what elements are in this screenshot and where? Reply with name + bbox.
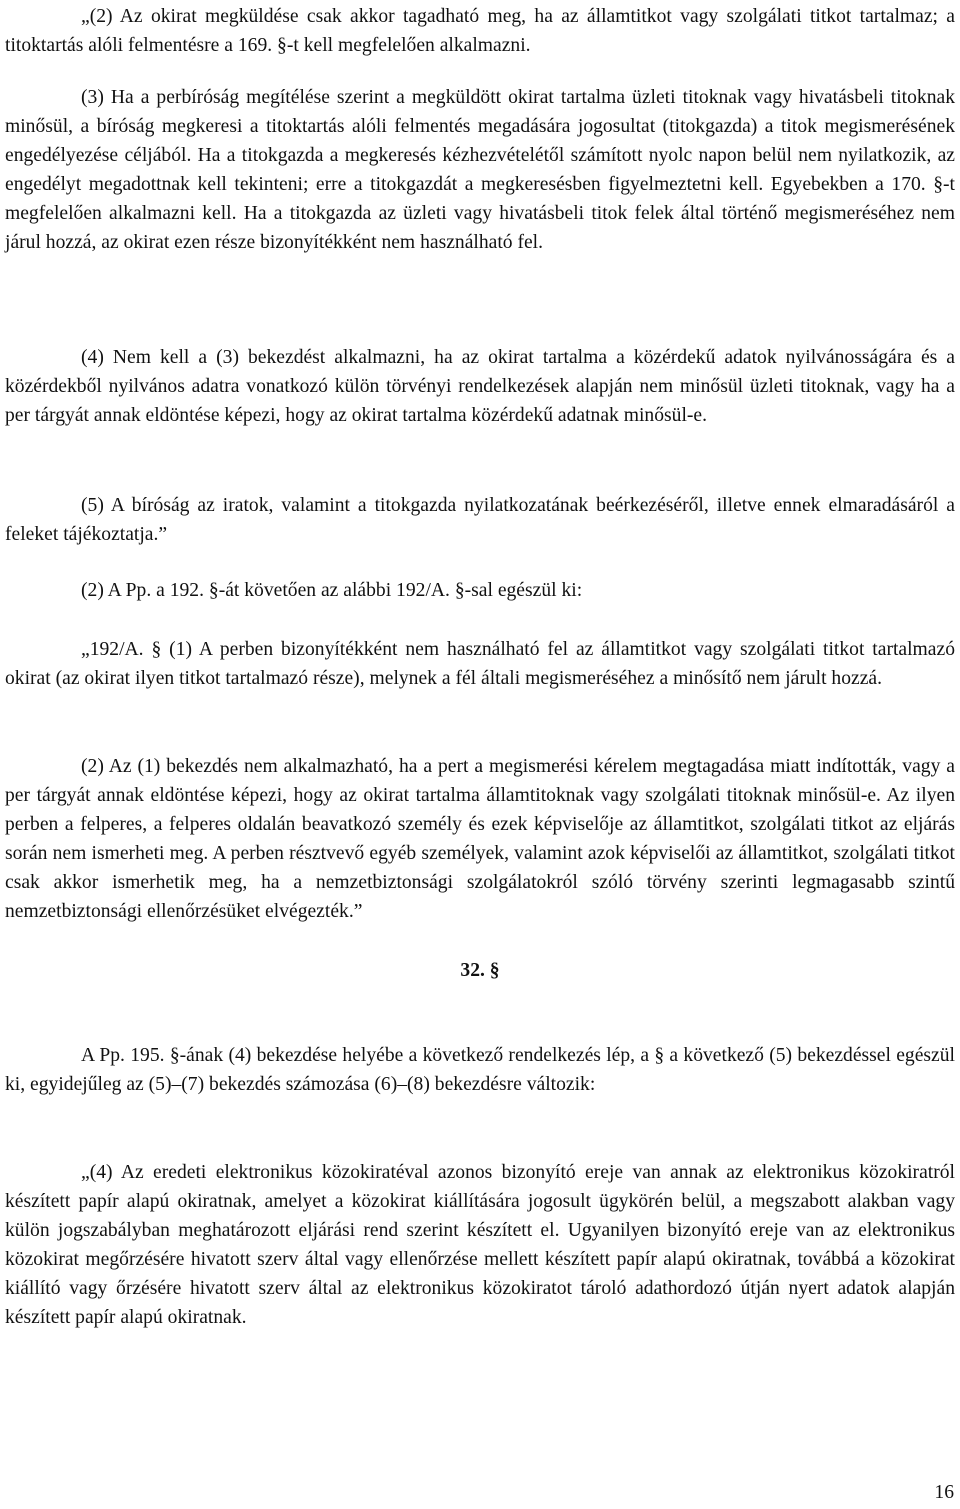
paragraph-elektronikus-kozokirat: „(4) Az eredeti elektronikus közokiratéval azonos bizonyító ereje van annak az elektronikus közokiratról készített papír alapú okiratnak, amelyet a közokirat kiállítására jogosult ügykörén belül, a megszabott alakban vagy külön jogszabályban meghatározott eljárási rend szerint készített el. Ugyanilyen bizonyító ereje van az elektronikus közokirat megőrzésére hivatott szerv által vagy ellenőrzése mellett készített papír alapú okiratnak, továbbá a közokirat kiállító vagy őrzésére hivatott szerv által az elektronikus közokiratot tároló adathordozó útján nyert adatok alapján készített papír alapú okiratnak. — [5, 1162, 955, 1328]
page-number: 16 — [934, 1482, 954, 1503]
paragraph-uzleti-titok: (3) Ha a perbíróság megítélése szerint a megküldött okirat tartalma üzleti titoknak vagy hivatásbeli titoknak minősül, a bíróság megkeresi a titoktartás alóli felmentés megadására jogosultat (titokgazda) a titok megismerésének engedélyezése céljából. Ha a titokgazda a megkeresés kézhezvételétől számított nyolc napon belül nem nyilatkozik, az engedélyt megadottnak kell tekinteni; erre a titokgazdát a megkeresésben figyelmeztetni kell. Egyebekben a 170. §-t megfelelően alkalmazni kell. Ha a titokgazda az üzleti vagy hivatásbeli titok felek által történő megismeréséhez nem járul hozzá, az okirat ezen része bizonyítékként nem használható fel. — [5, 87, 955, 253]
paragraph-kozerdeku-adatok: (4) Nem kell a (3) bekezdést alkalmazni, ha az okirat tartalma a közérdekű adatok nyilvánosságára és a közérdekből nyilvános adatra vonatkozó külön törvényi rendelkezések alapján nem minősül üzleti titoknak, vagy ha a per tárgyát annak eldöntése képezi, hogy az okirat tartalma közérdekű adatnak minősül-e. — [5, 347, 955, 426]
paragraph-192a-2: (2) Az (1) bekezdés nem alkalmazható, ha a pert a megismerési kérelem megtagadása miatt indították, vagy a per tárgyát annak eldöntése képezi, hogy az okirat tartalma államtitoknak vagy szolgálati titoknak minősül-e. Az ilyen perben a felperes, a felperes oldalán beavatkozó személy és ezek képviselője az államtitkot, szolgálati titkot az eljárás során nem ismerheti meg. A perben résztvevő egyéb személyek, valamint azok képviselői az államtitkot, szolgálati titkot csak akkor ismerhetik meg, ha a nemzetbiztonsági szolgálatokról szóló törvény szerinti legmagasabb szintű nemzetbiztonsági ellenőrzésüket elvégezték.” — [5, 756, 955, 922]
section-heading: 32. § — [460, 960, 500, 981]
paragraph-pp-195: A Pp. 195. §-ának (4) bekezdése helyébe a következő rendelkezés lép, a § a következő (5) bekezdéssel egészül ki, egyidejűleg az (5)–(7) bekezdés számozása (6)–(8) bekezdésre változik: — [5, 1045, 955, 1095]
paragraph-pp-192: (2) A Pp. a 192. §-át követően az alábbi 192/A. §-sal egészül ki: — [81, 580, 583, 601]
paragraph-okirat-megkuldese: „(2) Az okirat megküldése csak akkor tagadható meg, ha az államtitkot vagy szolgálati titkot tartalmaz; a titoktartás alóli felmentésre a 169. §-t kell megfelelően alkalmazni. — [5, 6, 955, 56]
paragraph-birosag-tajekoztat: (5) A bíróság az iratok, valamint a titokgazda nyilatkozatának beérkezéséről, illetve ennek elmaradásáról a feleket tájékoztatja.” — [5, 495, 955, 545]
paragraph-192a-1: „192/A. § (1) A perben bizonyítékként nem használható fel az államtitkot vagy szolgálati titkot tartalmazó okirat (az okirat ilyen titkot tartalmazó része), melynek a fél általi megismeréséhez a minősítő nem járult hozzá. — [5, 639, 955, 689]
